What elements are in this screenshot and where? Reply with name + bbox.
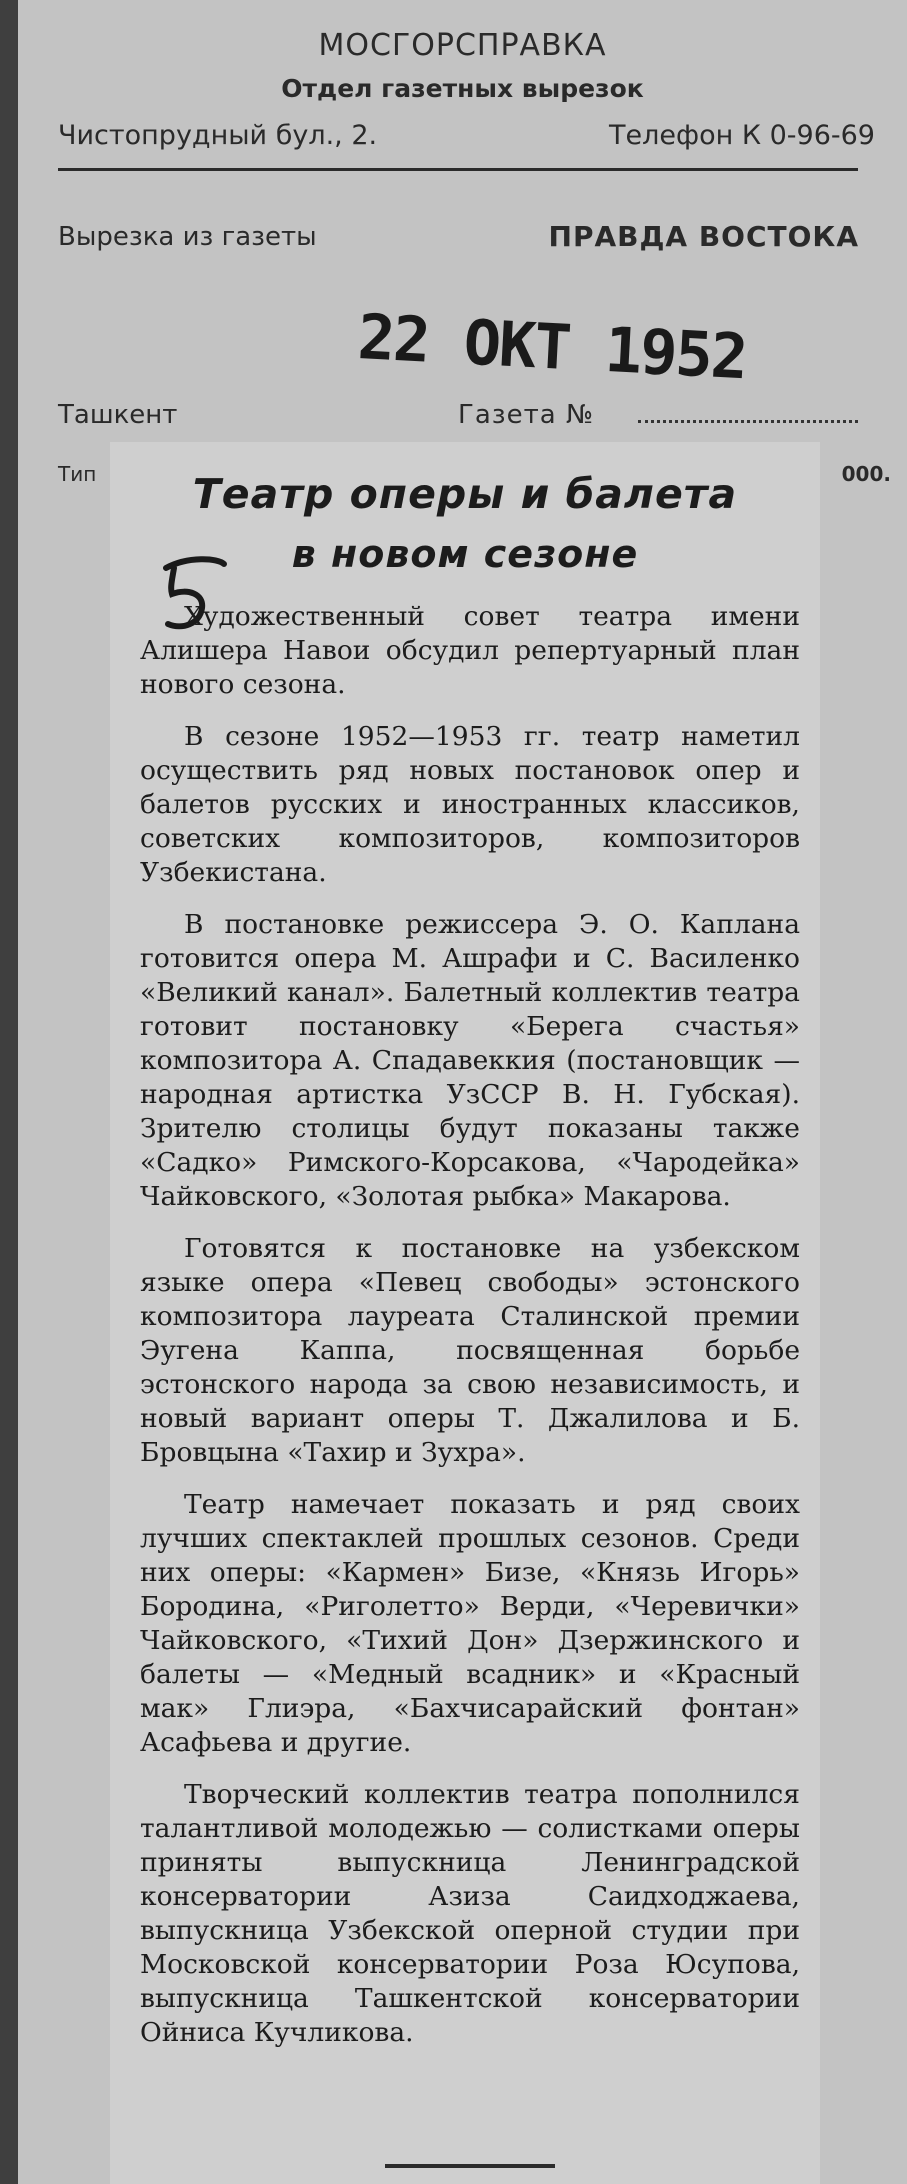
- header-rule: [58, 168, 858, 171]
- clipping-from-label: Вырезка из газеты: [58, 222, 317, 252]
- print-run-label: 000.: [841, 462, 891, 486]
- article-paragraph: Художественный совет театра имени Алишера Навои обсудил репертуарный план нового сезона.: [140, 601, 800, 700]
- article-paragraph: В сезоне 1952—1953 гг. театр наметил осуществить ряд новых постановок опер и балетов русских и иностранных классиков, советских композиторов, композиторов Узбекистана.: [140, 721, 800, 888]
- gazeta-number-label: Газета №: [458, 400, 594, 430]
- date-stamp: 22 ОКТ 1952: [356, 300, 748, 394]
- print-type-label: Тип: [58, 462, 97, 486]
- article-body: [140, 600, 800, 2068]
- newspaper-clipping: [110, 442, 820, 2184]
- article-end-rule: [385, 2164, 555, 2168]
- gazeta-number-blank: [638, 420, 858, 423]
- article-title-line1: Театр оперы и балета: [192, 470, 738, 518]
- article-paragraph: Театр намечает показать и ряд своих лучших спектаклей прошлых сезонов. Среди них оперы: «Кармен» Бизе, «Князь Игорь» Бородина, «Риголетто» Верди, «Черевички» Чайковского, «Тихий Дон» Дзержинского и балеты — «Медный всадник» и «Красный мак» Глиэра, «Бахчисарайский фонтан» Асафьева и другие.: [140, 1489, 800, 1758]
- department-name: Отдел газетных вырезок: [281, 74, 644, 103]
- city-label: Ташкент: [58, 400, 178, 430]
- bureau-address: Чистопрудный бул., 2.: [58, 120, 378, 151]
- newspaper-name: ПРАВДА ВОСТОКА: [548, 220, 859, 253]
- card-header: [18, 0, 907, 486]
- article-paragraph: Готовятся к постановке на узбекском языке опера «Певец свободы» эстонского композитора лауреата Сталинской премии Эугена Каппа, посвященная борьбе эстонского народа за свою независимость, и новый вариант оперы Т. Джалилова и Б. Бровцына «Тахир и Зухра».: [140, 1233, 800, 1468]
- article-title-line2: в новом сезоне: [291, 532, 639, 576]
- article-paragraph: В постановке режиссера Э. О. Каплана готовится опера М. Ашрафи и С. Василенко «Великий канал». Балетный коллектив театра готовит постановку «Берега счастья» композитора А. Спадавеккия (постановщик — народная артистка УзССР В. Н. Губская). Зрителю столицы будут показаны также «Садко» Римского-Корсакова, «Чародейка» Чайковского, «Золотая рыбка» Макарова.: [140, 909, 800, 1212]
- bureau-name: МОСГОРСПРАВКА: [318, 28, 607, 63]
- article-paragraph: Творческий коллектив театра пополнился талантливой молодежью — солистками оперы приняты выпускница Ленинградской консерватории Азиза Саидходжаева, выпускница Узбекской оперной студии при Московской консерватории Роза Юсупова, выпускница Ташкентской консерватории Ойниса Кучликова.: [140, 1779, 800, 2048]
- bureau-phone: Телефон К 0-96-69: [609, 120, 875, 151]
